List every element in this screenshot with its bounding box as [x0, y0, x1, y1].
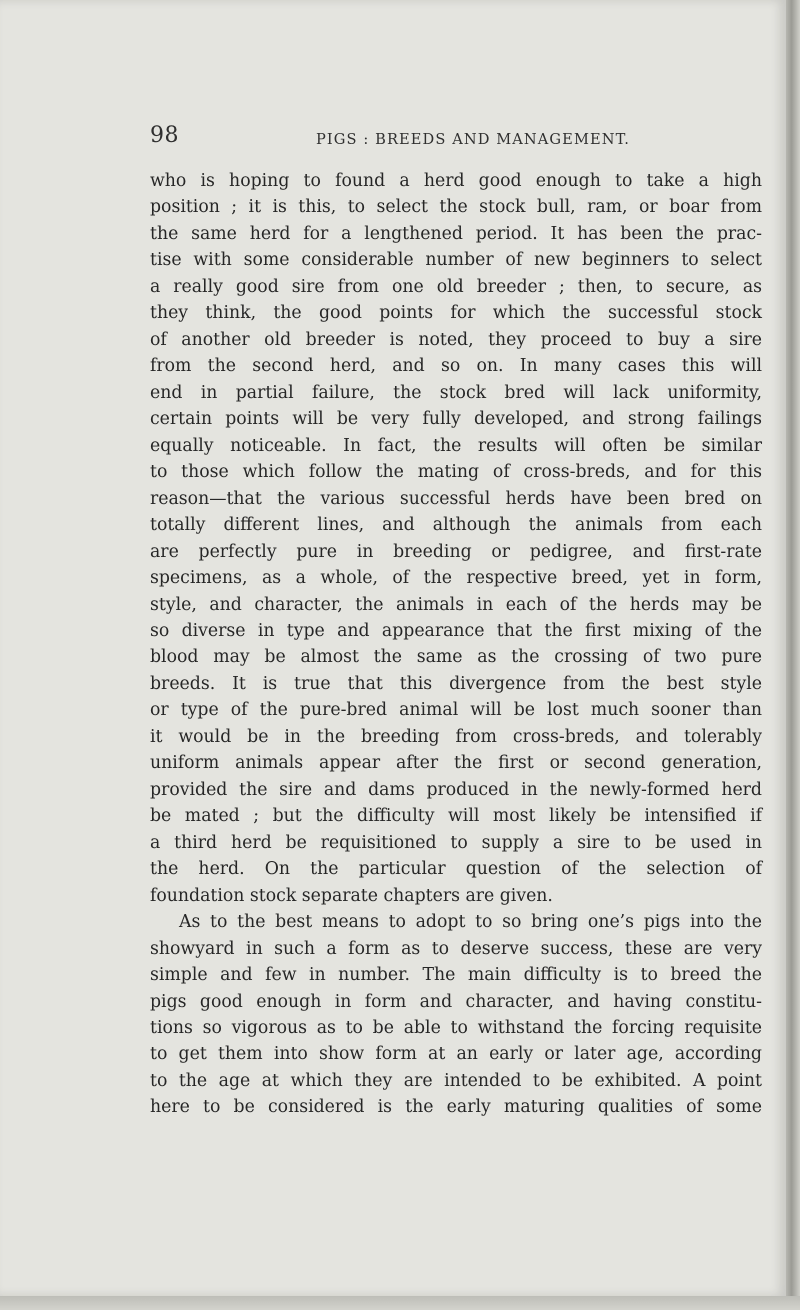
text-line: reason—that the various successful herds have been bred on: [150, 488, 762, 509]
text-line: tise with some considerable number of new beginners to select: [150, 250, 762, 271]
text-line: a really good sire from one old breeder ; then, to secure, as: [150, 276, 762, 297]
page-edge-bottom: [0, 1296, 800, 1310]
text-line: or type of the pure-bred animal will be lost much sooner than: [150, 700, 762, 721]
text-line: from the second herd, and so on. In many cases this will: [150, 356, 762, 377]
text-line: uniform animals appear after the first or second generation,: [150, 753, 762, 774]
body-text: [150, 168, 762, 1121]
text-line: equally noticeable. In fact, the results will often be similar: [150, 435, 762, 456]
text-line: showyard in such a form as to deserve success, these are very: [150, 938, 762, 959]
text-line: a third herd be requisitioned to supply a sire to be used in: [150, 832, 762, 853]
text-line: As to the best means to adopt to so bring one’s pigs into the: [179, 912, 762, 933]
text-line: simple and few in number. The main difficulty is to breed the: [150, 965, 762, 986]
text-line: blood may be almost the same as the crossing of two pure: [150, 647, 762, 668]
text-line: style, and character, the animals in each of the herds may be: [150, 594, 762, 615]
text-line: specimens, as a whole, of the respective breed, yet in form,: [150, 568, 762, 589]
text-line: breeds. It is true that this divergence from the best style: [150, 673, 762, 694]
text-line: so diverse in type and appearance that the first mixing of the: [150, 620, 762, 641]
text-line: to the age at which they are intended to be exhibited. A point: [150, 1070, 762, 1091]
text-line: foundation stock separate chapters are given.: [150, 885, 553, 906]
text-line: who is hoping to found a herd good enough to take a high: [150, 171, 762, 191]
text-line: it would be in the breeding from cross-breds, and tolerably: [150, 726, 762, 747]
text-line: totally different lines, and although the animals from each: [150, 515, 762, 536]
text-line: to those which follow the mating of cross-breds, and for this: [150, 462, 762, 483]
text-line: position ; it is this, to select the stock bull, ram, or boar from: [150, 197, 762, 218]
text-line: of another old breeder is noted, they proceed to buy a sire: [150, 329, 762, 350]
text-line: be mated ; but the difficulty will most likely be intensified if: [150, 806, 762, 827]
text-line: they think, the good points for which the successful stock: [150, 303, 762, 324]
text-line: tions so vigorous as to be able to withstand the forcing requisite: [150, 1018, 762, 1038]
text-line: the herd. On the particular question of the selection of: [150, 859, 762, 880]
text-line: certain points will be very fully developed, and strong failings: [150, 409, 762, 430]
running-title: PIGS : BREEDS AND MANAGEMENT.: [316, 131, 631, 148]
text-line: pigs good enough in form and character, and having constitu-: [150, 991, 762, 1012]
page-edge-right: [786, 0, 800, 1310]
page-number: 98: [150, 123, 179, 148]
text-line: the same herd for a lengthened period. It has been the prac-: [150, 223, 762, 244]
text-line: are perfectly pure in breeding or pedigree, and first-rate: [150, 541, 762, 562]
text-line: here to be considered is the early maturing qualities of some: [150, 1097, 762, 1118]
text-line: to get them into show form at an early or later age, according: [150, 1044, 762, 1065]
text-line: end in partial failure, the stock bred will lack uniformity,: [150, 382, 762, 403]
page-header: [150, 123, 750, 152]
text-line: provided the sire and dams produced in the newly-formed herd: [150, 779, 762, 800]
